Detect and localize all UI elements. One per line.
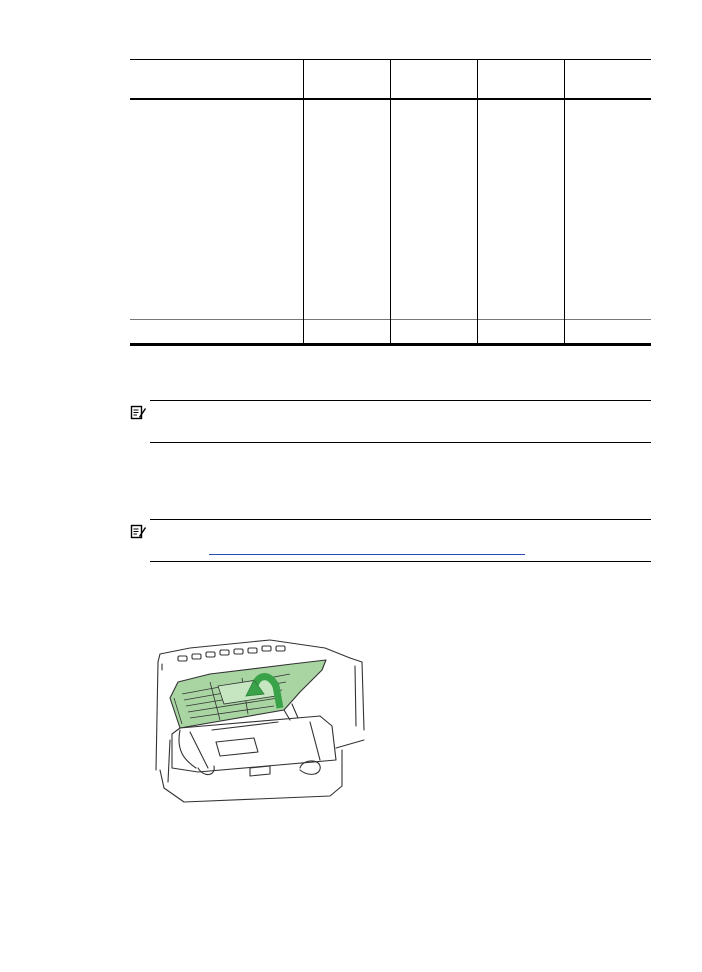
table-cell — [394, 104, 474, 314]
printer-output-tray-illustration — [150, 600, 370, 805]
note-icon — [130, 405, 146, 421]
table-cell — [394, 322, 474, 340]
table-header-cell — [481, 64, 561, 94]
table-cell — [568, 322, 648, 340]
note-bottom-rule — [150, 442, 651, 443]
note-icon — [130, 524, 146, 540]
table-header-cell — [307, 64, 387, 94]
note-bottom-rule — [150, 561, 651, 562]
table-cell — [481, 322, 561, 340]
note-link[interactable] — [209, 540, 525, 554]
table-cell — [307, 322, 387, 340]
table-cell — [481, 104, 561, 314]
table-header-cell — [134, 64, 299, 94]
table-cell — [568, 104, 648, 314]
note-link-underline[interactable] — [209, 554, 525, 555]
table-cell — [307, 104, 387, 314]
note-top-rule — [150, 400, 651, 401]
table-column-divider — [303, 59, 304, 345]
table-cell — [134, 104, 299, 314]
table-column-divider — [477, 59, 478, 345]
note-top-rule — [150, 519, 651, 520]
table-column-divider — [390, 59, 391, 345]
table-column-divider — [564, 59, 565, 345]
table-header-cell — [568, 64, 648, 94]
table-cell — [134, 322, 299, 340]
note-text — [152, 406, 647, 438]
table-header-cell — [394, 64, 474, 94]
